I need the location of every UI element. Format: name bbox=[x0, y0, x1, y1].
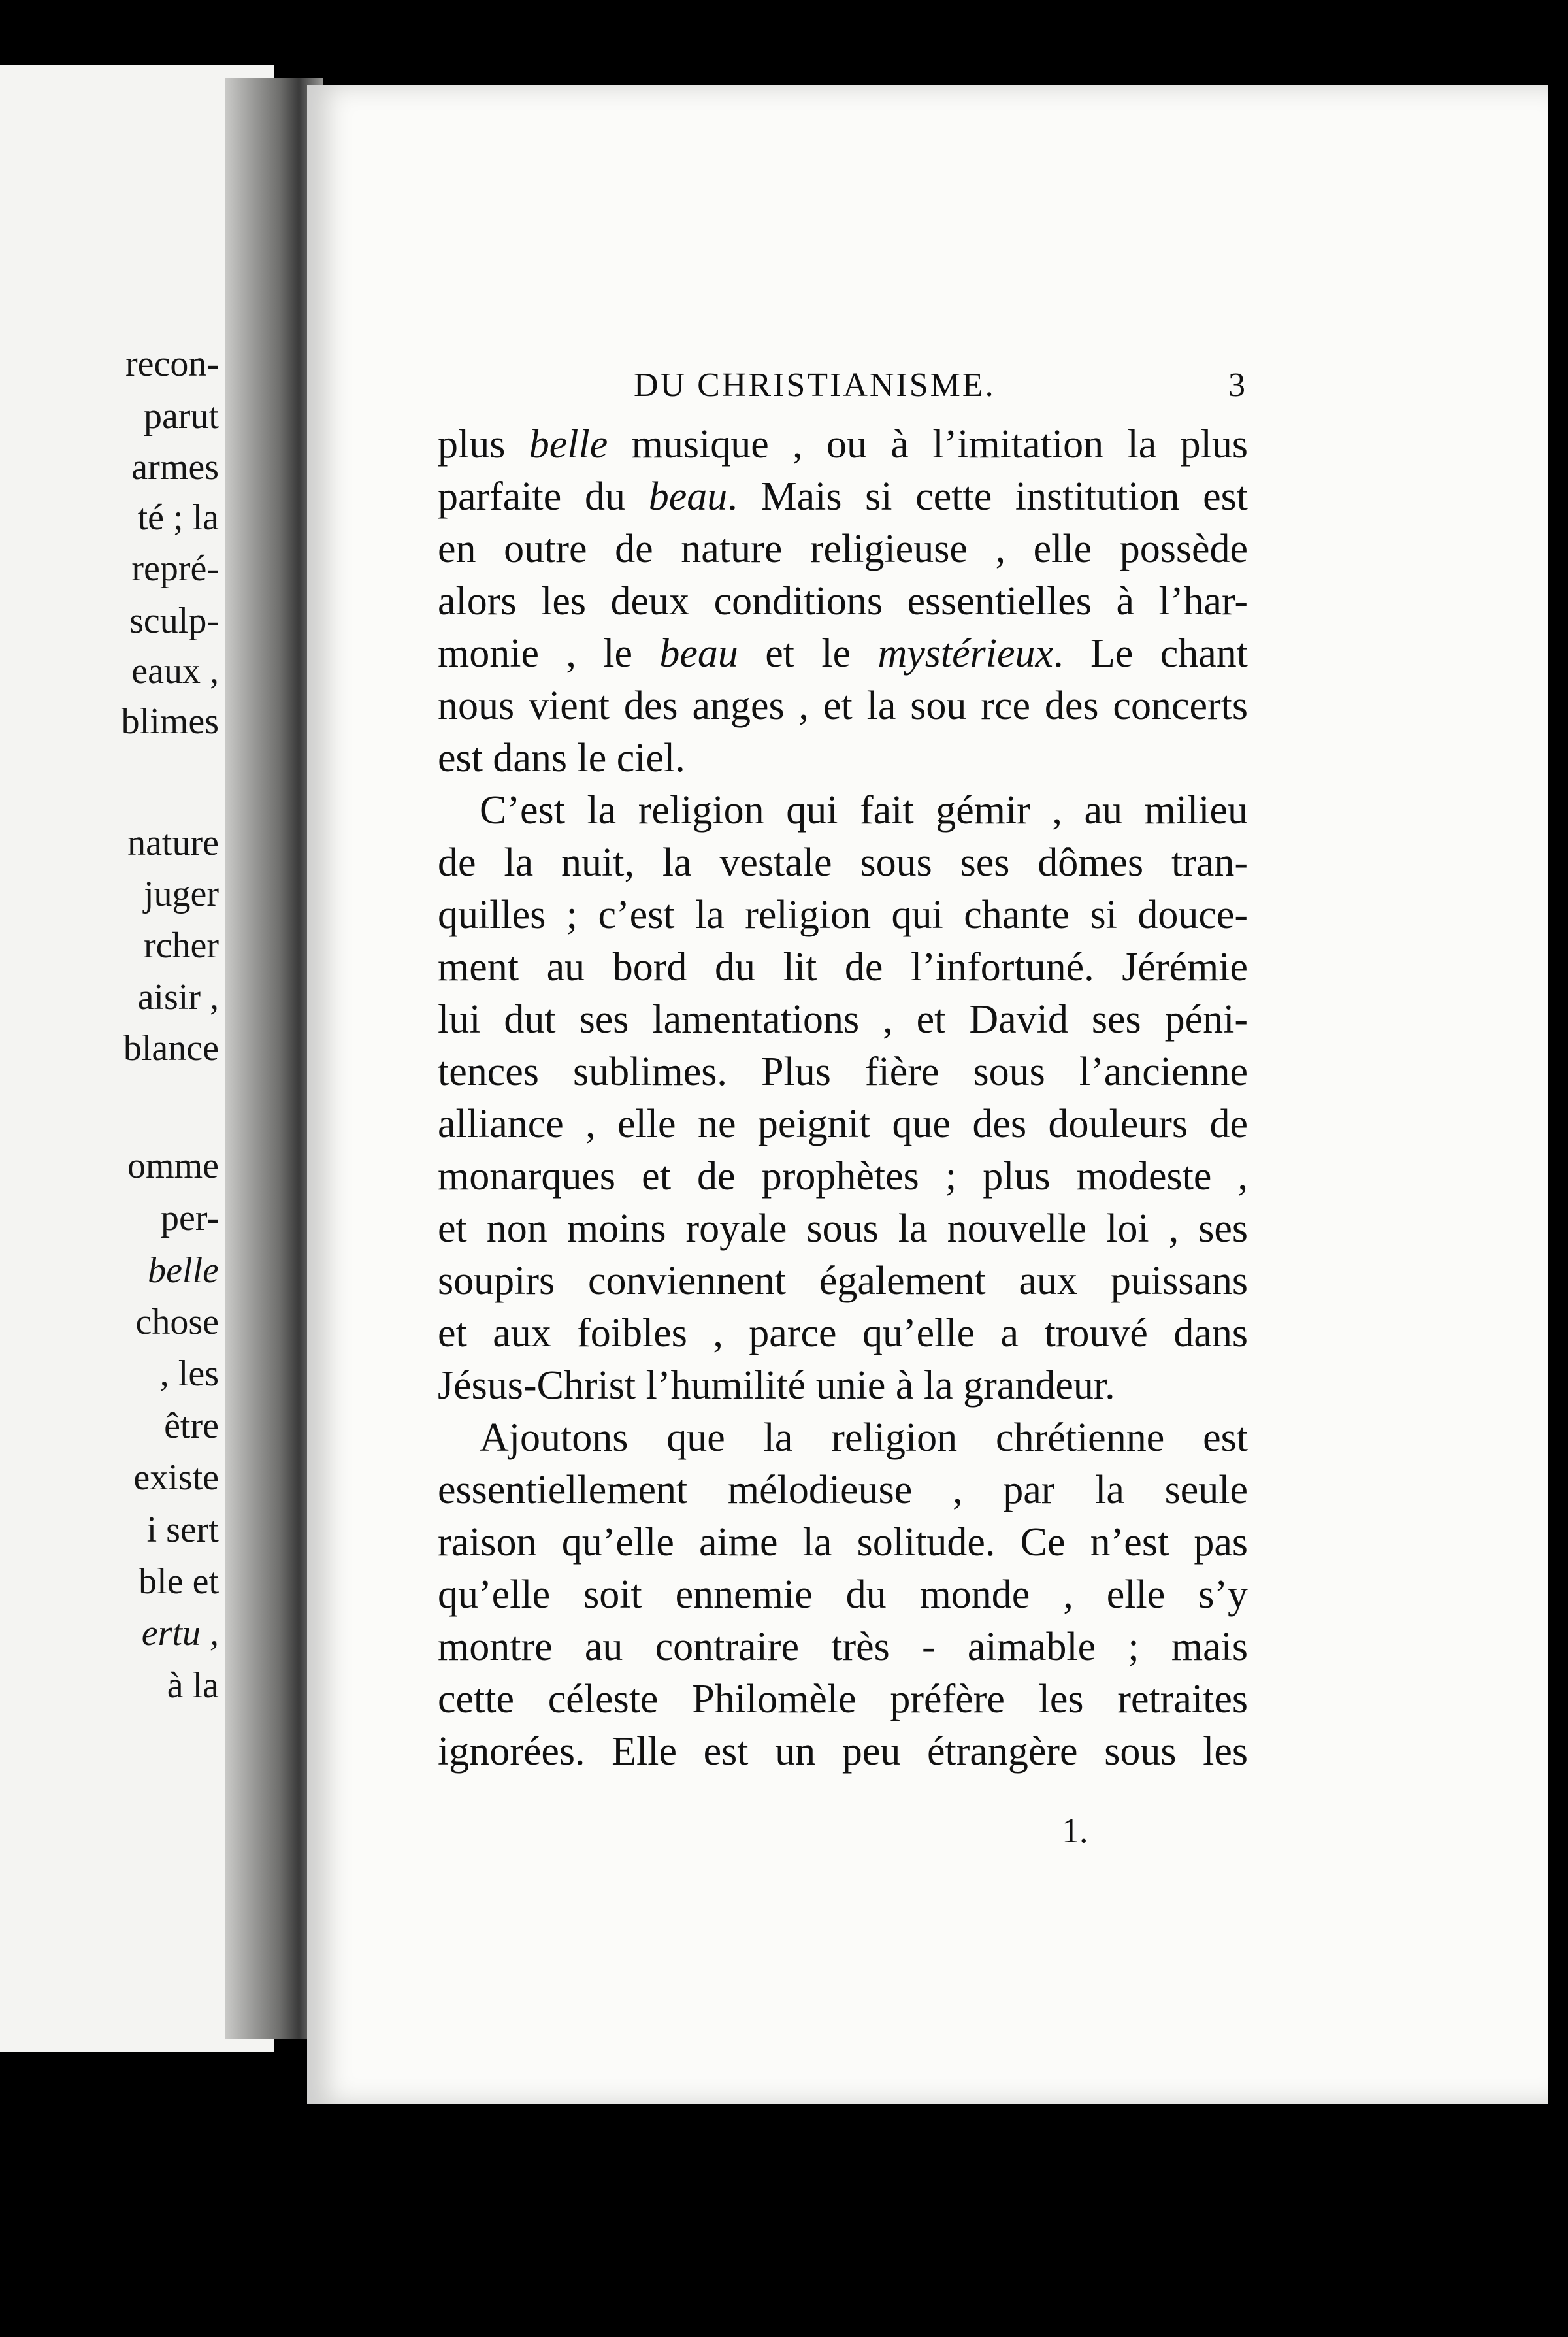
text-run: soupirs conviennent également aux puissans bbox=[438, 1259, 1248, 1303]
facing-page-line: aisir , bbox=[137, 977, 219, 1018]
facing-page-line: rcher bbox=[143, 925, 219, 966]
facing-page-line: être bbox=[164, 1406, 219, 1446]
text-run: . Le chant bbox=[1053, 631, 1248, 676]
signature-mark: 1. bbox=[1062, 1811, 1088, 1850]
facing-page-line: chose bbox=[135, 1302, 219, 1342]
facing-page-line: ble et bbox=[139, 1561, 219, 1602]
text-run: alors les deux conditions essentielles à l’har- bbox=[438, 579, 1248, 623]
text-line bbox=[438, 418, 1248, 471]
facing-page-line: sculp- bbox=[129, 601, 219, 641]
facing-page-line: belle bbox=[148, 1250, 219, 1291]
text-run: plus bbox=[438, 422, 529, 467]
text-run: raison qu’elle aime la solitude. Ce n’est pas bbox=[438, 1520, 1248, 1565]
text-run: montre au contraire très - aimable ; mais bbox=[438, 1625, 1248, 1669]
text-line bbox=[438, 941, 1248, 993]
text-run: ignorées. Elle est un peu étrangère sous les bbox=[438, 1729, 1248, 1774]
facing-page-line: per- bbox=[160, 1198, 219, 1238]
italic-text: mystérieux bbox=[877, 631, 1054, 676]
facing-page-line: recon- bbox=[125, 344, 219, 384]
text-line bbox=[438, 523, 1248, 575]
text-line bbox=[438, 837, 1248, 889]
facing-page-line: omme bbox=[127, 1146, 219, 1186]
text-run: lui dut ses lamentations , et David ses péni- bbox=[438, 997, 1248, 1042]
text-line bbox=[438, 1673, 1248, 1725]
text-line bbox=[438, 1307, 1248, 1359]
text-line bbox=[438, 993, 1248, 1046]
text-run: ment au bord du lit de l’infortuné. Jérémie bbox=[438, 945, 1248, 989]
facing-page-line: parut bbox=[143, 396, 219, 437]
text-line bbox=[438, 1725, 1248, 1778]
facing-page-line: , les bbox=[159, 1353, 219, 1394]
text-line bbox=[438, 1150, 1248, 1202]
text-line bbox=[438, 1202, 1248, 1255]
text-run: en outre de nature religieuse , elle possède bbox=[438, 527, 1248, 571]
text-line bbox=[438, 1098, 1248, 1150]
text-run: Ajoutons que la religion chrétienne est bbox=[480, 1416, 1248, 1460]
text-line bbox=[438, 1516, 1248, 1568]
text-run: est dans le ciel. bbox=[438, 736, 685, 780]
facing-page-line: eaux , bbox=[131, 651, 219, 691]
facing-page-line: repré- bbox=[131, 548, 219, 589]
facing-page-line: nature bbox=[127, 823, 219, 863]
text-run: et le bbox=[738, 631, 878, 676]
facing-page-line: i sert bbox=[146, 1510, 219, 1550]
text-run: de la nuit, la vestale sous ses dômes tran- bbox=[438, 840, 1248, 885]
text-run: C’est la religion qui fait gémir , au milieu bbox=[480, 788, 1248, 833]
facing-page-line: juger bbox=[143, 874, 219, 914]
text-line bbox=[438, 627, 1248, 680]
text-line bbox=[438, 575, 1248, 627]
text-line bbox=[438, 1621, 1248, 1673]
body-text bbox=[438, 418, 1248, 1778]
text-line bbox=[438, 1046, 1248, 1098]
text-run: cette céleste Philomèle préfère les retraites bbox=[438, 1677, 1248, 1721]
text-run: monarques et de prophètes ; plus modeste , bbox=[438, 1154, 1248, 1199]
italic-text: beau bbox=[659, 631, 738, 676]
text-run: alliance , elle ne peignit que des douleurs de bbox=[438, 1102, 1248, 1146]
text-line bbox=[438, 889, 1248, 941]
text-line bbox=[438, 680, 1248, 732]
text-run: nous vient des anges , et la sou rce des concerts bbox=[438, 684, 1248, 728]
text-run: monie , le bbox=[438, 631, 660, 676]
text-run: parfaite du bbox=[438, 474, 649, 519]
text-run: musique , ou à l’imitation la plus bbox=[608, 422, 1248, 467]
text-line bbox=[438, 784, 1248, 837]
running-head: DU CHRISTIANISME. bbox=[634, 367, 996, 404]
text-run: tences sublimes. Plus fière sous l’ancienne bbox=[438, 1050, 1248, 1094]
text-run: et non moins royale sous la nouvelle loi , ses bbox=[438, 1206, 1248, 1251]
facing-page-line: ertu , bbox=[141, 1613, 219, 1653]
text-run: qu’elle soit ennemie du monde , elle s’y bbox=[438, 1572, 1248, 1617]
text-line bbox=[438, 732, 1248, 784]
text-line bbox=[438, 1464, 1248, 1516]
italic-text: beau bbox=[648, 474, 728, 519]
facing-page-line: existe bbox=[133, 1457, 219, 1498]
facing-page-line: té ; la bbox=[137, 497, 219, 538]
text-line bbox=[438, 1412, 1248, 1464]
italic-text: belle bbox=[529, 422, 608, 467]
facing-page-line: blance bbox=[123, 1028, 219, 1069]
text-line bbox=[438, 1359, 1248, 1412]
text-line bbox=[438, 1255, 1248, 1307]
text-run: Jésus-Christ l’humilité unie à la grandeur. bbox=[438, 1363, 1115, 1408]
facing-page-line: armes bbox=[131, 447, 219, 488]
text-line bbox=[438, 471, 1248, 523]
facing-page-line: à la bbox=[167, 1665, 219, 1706]
text-run: essentiellement mélodieuse , par la seule bbox=[438, 1468, 1248, 1512]
facing-page-line: blimes bbox=[121, 701, 219, 742]
text-run: et aux foibles , parce qu’elle a trouvé dans bbox=[438, 1311, 1248, 1355]
text-line bbox=[438, 1568, 1248, 1621]
text-run: . Mais si cette institution est bbox=[727, 474, 1248, 519]
text-run: quilles ; c’est la religion qui chante si douce- bbox=[438, 893, 1248, 937]
page-number: 3 bbox=[1228, 367, 1245, 404]
